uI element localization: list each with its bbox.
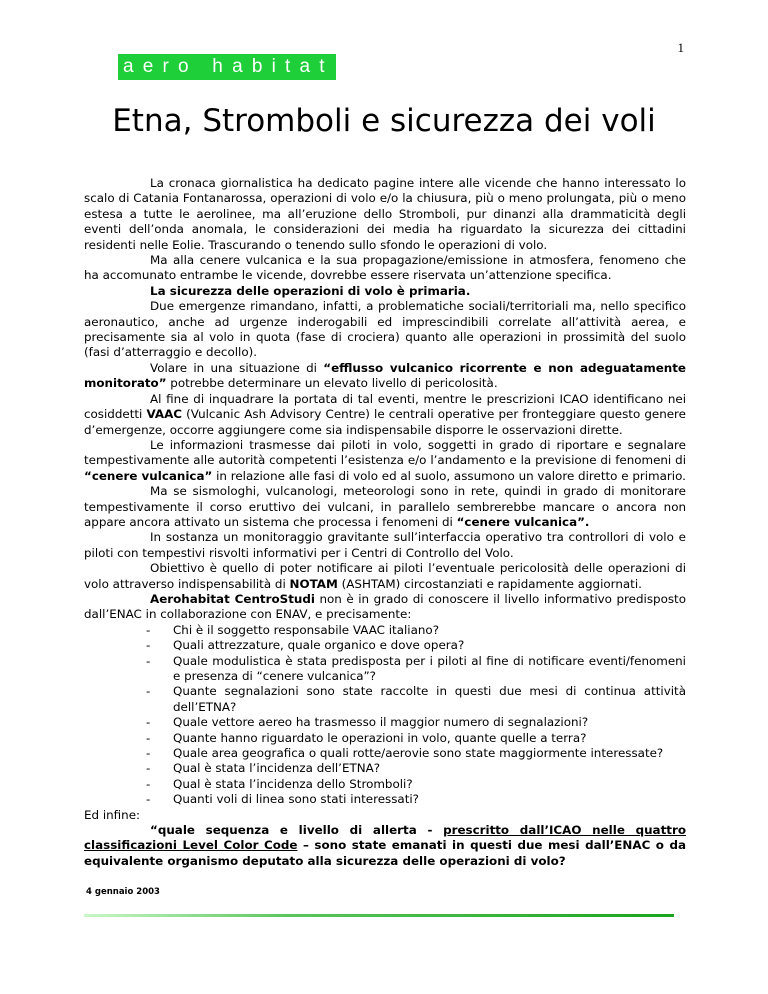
paragraph: Al fine di inquadrare la portata di tal eventi, mentre le prescrizioni ICAO identificano nei cosiddetti VAAC (Vulcanic Ash Advisory Centre) le centrali operative per fronteggiare questo genere d’emergenze, occorre aggiungere come sia indispensabile disporre le osservazioni dirette. [84,391,686,437]
paragraph: Ma alla cenere vulcanica e la sua propagazione/emissione in atmosfera, fenomeno che ha accomunato entrambe le vicende, dovrebbe essere riservata un’attenzione specifica. [84,253,686,283]
paragraph: Aerohabitat CentroStudi non è in grado di conoscere il livello informativo predisposto dall’ENAC in collaborazione con ENAV, e precisamente: [84,591,686,622]
list-item: - Quale modulistica è stata predisposta per i piloti al fine di notificare eventi/fenomeni e presenza di “cenere vulcanica”? [84,654,686,685]
list-item: - Chi è il soggetto responsabile VAAC italiano? [84,623,686,638]
aerohabitat-logo: aero habitat [118,54,336,80]
list-item: - Quante hanno riguardato le operazioni in volo, quante quelle a terra? [84,731,686,746]
list-item: - Qual è stata l’incidenza dell’ETNA? [84,761,686,776]
paragraph: Obiettivo è quello di poter notificare ai piloti l’eventuale pericolosità delle operazioni di volo attraverso indispensabilità di NOTAM (ASHTAM) circostanziati e rapidamente aggiornati. [84,561,686,591]
page-number: 1 [677,40,684,55]
list-item: - Quale vettore aereo ha trasmesso il maggior numero di segnalazioni? [84,715,686,730]
paragraph: Due emergenze rimandano, infatti, a problematiche sociali/territoriali ma, nello specifico aeronautico, anche ad urgenze inderogabili ed imprescindibili correlate all’attività aerea, e precisamente sia al volo in quota (fase di crociera) quanto alle operazioni in prossimità del suolo (fasi d’atterraggio e decollo). [84,299,686,360]
list-item: - Qual è stata l’incidenza dello Stromboli? [84,777,686,792]
document-body [84,176,686,901]
list-item: - Quali attrezzature, quale organico e dove opera? [84,638,686,653]
paragraph: Volare in una situazione di “efflusso vulcanico ricorrente e non adeguatamente monitorato” potrebbe determinare un elevato livello di pericolosità. [84,360,686,391]
document-date: 4 gennaio 2003 [86,887,160,898]
list-item: - Quante segnalazioni sono state raccolte in questi due mesi di continua attività dell’ETNA? [84,684,686,715]
footer-rule [84,914,674,917]
paragraph: Ma se sismologhi, vulcanologi, meteorologi sono in rete, quindi in grado di monitorare tempestivamente il corso eruttivo dei vulcani, in parallelo sembrerebbe mancare o ancora non appare ancora attivato un sistema che processa i fenomeni di “cenere vulcanica”. [84,484,686,529]
list-item: - Quale area geografica o quali rotte/aerovie sono state maggiormente interessate? [84,746,686,761]
section-heading: La sicurezza delle operazioni di volo è primaria. [150,283,471,298]
list-item: - Quanti voli di linea sono stati interessati? [84,792,686,807]
final-question: “quale sequenza e livello di allerta - prescritto dall’ICAO nelle quattro classificazioni Level Color Code – sono state emanati in questi due mesi dall’ENAC o da equivalente organismo deputato alla sicurezza delle operazioni di volo? [84,823,686,868]
paragraph: Le informazioni trasmesse dai piloti in volo, soggetti in grado di riportare e segnalare tempestivamente alle autorità competenti l’esistenza e/o l’andamento e la previsione di fenomeni di “cenere vulcanica” in relazione alle fasi di volo ed al suolo, assumono un valore diretto e primario. [84,437,686,483]
page-title: Etna, Stromboli e sicurezza dei voli [112,103,656,139]
paragraph: Ed infine: [84,807,141,822]
questions-list [84,623,686,808]
paragraph: In sostanza un monitoraggio gravitante sull’interfaccia operativo tra controllori di volo e piloti con tempestivi risvolti informativi per i Centri di Controllo del Volo. [84,530,686,560]
paragraph: La cronaca giornalistica ha dedicato pagine intere alle vicende che hanno interessato lo scalo di Catania Fontanarossa, operazioni di volo e/o la chiusura, più o meno prolungata, più o meno estesa a tutte le aerolinee, ma all’eruzione dello Stromboli, pur dinanzi alla drammaticità degli eventi dell’onda anomala, le considerazioni dei media ha riguardato la sicurezza dei cittadini residenti nelle Eolie. Trascurando o tenendo sullo sfondo le operazioni di volo. [84,176,686,252]
